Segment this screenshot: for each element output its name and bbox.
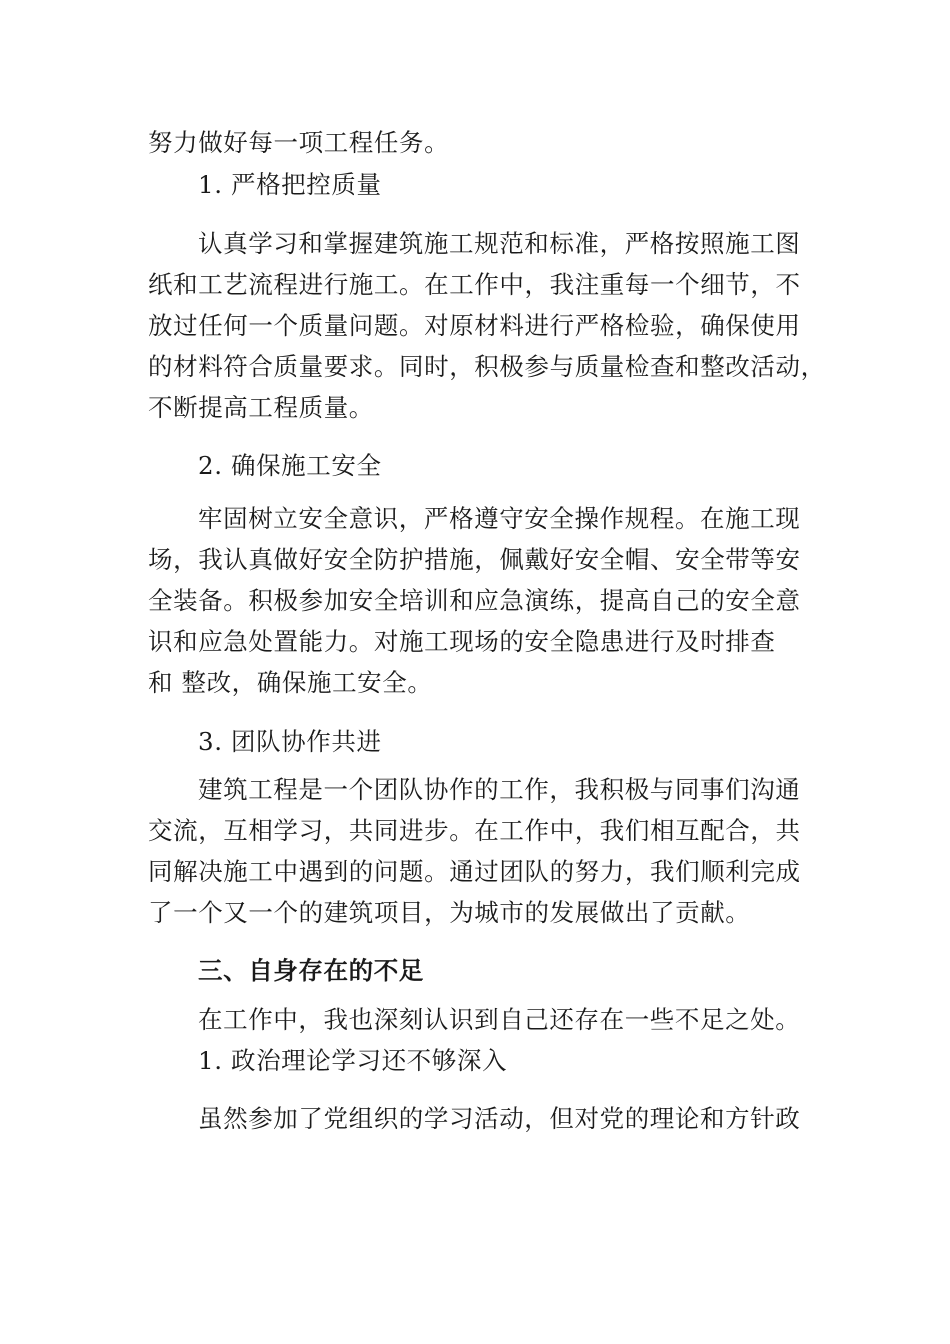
subheading-political-theory: 1. 政治理论学习还不够深入 bbox=[198, 1046, 508, 1075]
paragraph-line: 努力做好每一项工程任务。 bbox=[148, 128, 450, 157]
paragraph-line: 的材料符合质量要求。同时，积极参与质量检查和整改活动， bbox=[148, 352, 826, 381]
subheading-quality: 1. 严格把控质量 bbox=[198, 170, 382, 199]
paragraph-line: 纸和工艺流程进行施工。在工作中，我注重每一个细节，不 bbox=[148, 270, 801, 299]
paragraph-line: 虽然参加了党组织的学习活动，但对党的理论和方针政 bbox=[198, 1104, 801, 1133]
section-heading-shortcomings: 三、自身存在的不足 bbox=[198, 956, 424, 985]
paragraph-line: 识和应急处置能力。对施工现场的安全隐患进行及时排查 bbox=[148, 627, 776, 656]
paragraph-line: 牢固树立安全意识，严格遵守安全操作规程。在施工现 bbox=[198, 504, 801, 533]
paragraph-line: 全装备。积极参加安全培训和应急演练，提高自己的安全意 bbox=[148, 586, 801, 615]
paragraph-line: 建筑工程是一个团队协作的工作，我积极与同事们沟通 bbox=[198, 775, 801, 804]
subheading-safety: 2. 确保施工安全 bbox=[198, 451, 382, 480]
paragraph-line: 认真学习和掌握建筑施工规范和标准，严格按照施工图 bbox=[198, 229, 801, 258]
paragraph-line: 交流，互相学习，共同进步。在工作中，我们相互配合，共 bbox=[148, 816, 801, 845]
paragraph-line: 场，我认真做好安全防护措施，佩戴好安全帽、安全带等安 bbox=[148, 545, 801, 574]
paragraph-line: 在工作中，我也深刻认识到自己还存在一些不足之处。 bbox=[198, 1005, 801, 1034]
paragraph-line: 同解决施工中遇到的问题。通过团队的努力，我们顺利完成 bbox=[148, 857, 801, 886]
paragraph-line: 和 整改，确保施工安全。 bbox=[148, 668, 433, 697]
paragraph-line: 不断提高工程质量。 bbox=[148, 393, 374, 422]
paragraph-line: 放过任何一个质量问题。对原材料进行严格检验，确保使用 bbox=[148, 311, 801, 340]
paragraph-line: 了一个又一个的建筑项目，为城市的发展做出了贡献。 bbox=[148, 898, 751, 927]
subheading-teamwork: 3. 团队协作共进 bbox=[198, 727, 382, 756]
